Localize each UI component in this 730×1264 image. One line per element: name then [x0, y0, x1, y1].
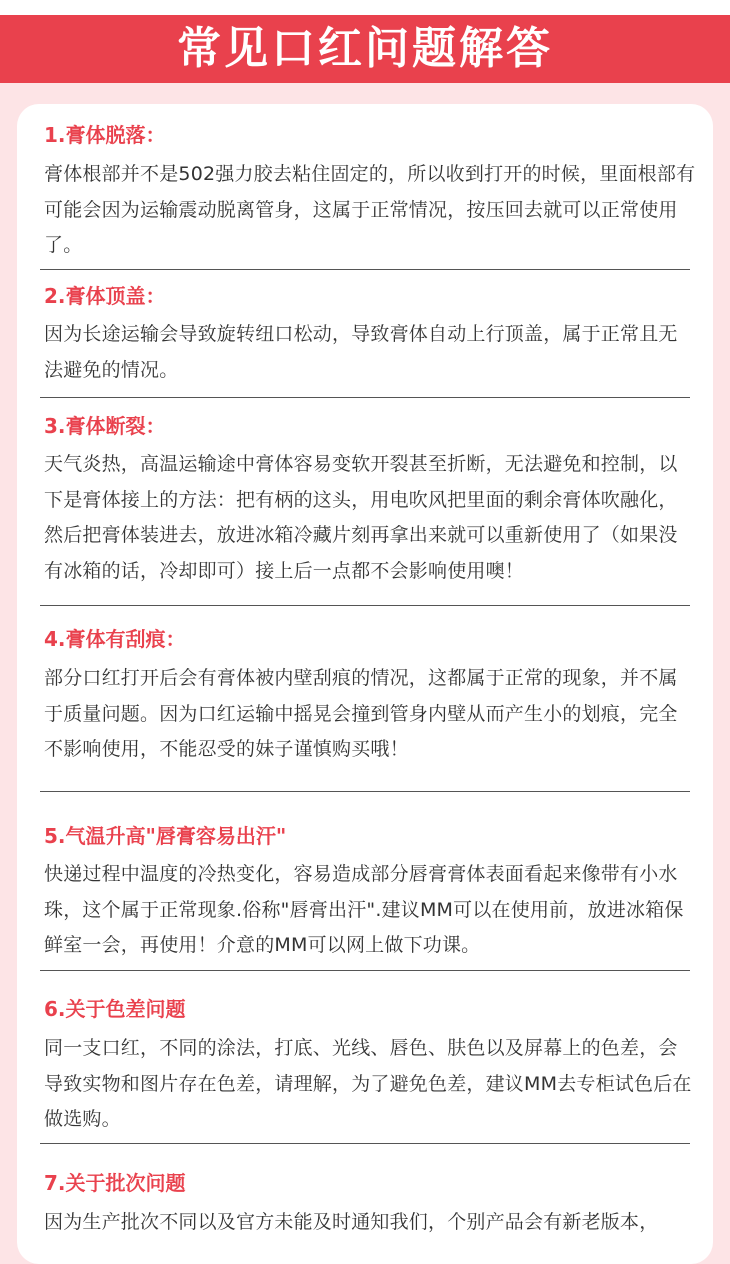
section-7-title: 7.关于批次问题 [44, 1171, 186, 1195]
section-3-title: 3.膏体断裂： [44, 414, 166, 438]
divider [40, 269, 690, 270]
section-6-title: 6.关于色差问题 [44, 997, 186, 1021]
section-4-body: 部分口红打开后会有膏体被内壁刮痕的情况，这都属于正常的现象，并不属于质量问题。因为口红运输中摇晃会撞到管身内壁从而产生小的划痕，完全不影响使用，不能忍受的妹子谨慎购买哦！ [44, 667, 678, 760]
divider [40, 791, 690, 792]
page-title: 常见口红问题解答 [177, 23, 553, 74]
section-2-title: 2.膏体顶盖： [44, 284, 166, 308]
section-4-title: 4.膏体有刮痕： [44, 627, 186, 651]
section-6-body: 同一支口红，不同的涂法，打底、光线、唇色、肤色以及屏幕上的色差，会导致实物和图片存在色差，请理解，为了避免色差，建议MM去专柜试色后在做选购。 [44, 1037, 692, 1130]
section-1-body: 膏体根部并不是502强力胶去粘住固定的，所以收到打开的时候，里面根部有可能会因为运输震动脱离管身，这属于正常情况，按压回去就可以正常使用了。 [44, 163, 696, 256]
section-1-title: 1.膏体脱落： [44, 123, 166, 147]
section-7-body: 因为生产批次不同以及官方未能及时通知我们，个别产品会有新老版本， [44, 1211, 659, 1233]
divider [40, 970, 690, 971]
section-3-body: 天气炎热，高温运输途中膏体容易变软开裂甚至折断，无法避免和控制，以下是膏体接上的方法：把有柄的这头，用电吹风把里面的剩余膏体吹融化，然后把膏体装进去，放进冰箱冷藏片刻再拿出来就可以重新使用了（如果没有冰箱的话，冷却即可）接上后一点都不会影响使用噢！ [44, 453, 678, 582]
divider [40, 397, 690, 398]
divider [40, 1143, 690, 1144]
divider [40, 605, 690, 606]
top-strip [0, 0, 730, 15]
section-5-title: 5.气温升高"唇膏容易出汗" [44, 824, 287, 848]
section-5-body: 快递过程中温度的冷热变化，容易造成部分唇膏膏体表面看起来像带有小水珠，这个属于正常现象.俗称"唇膏出汗".建议MM可以在使用前，放进冰箱保鲜室一会，再使用！介意的MM可以网上做下功课。 [44, 863, 684, 956]
section-2-body: 因为长途运输会导致旋转纽口松动，导致膏体自动上行顶盖，属于正常且无法避免的情况。 [44, 323, 678, 381]
page-header [0, 15, 730, 83]
